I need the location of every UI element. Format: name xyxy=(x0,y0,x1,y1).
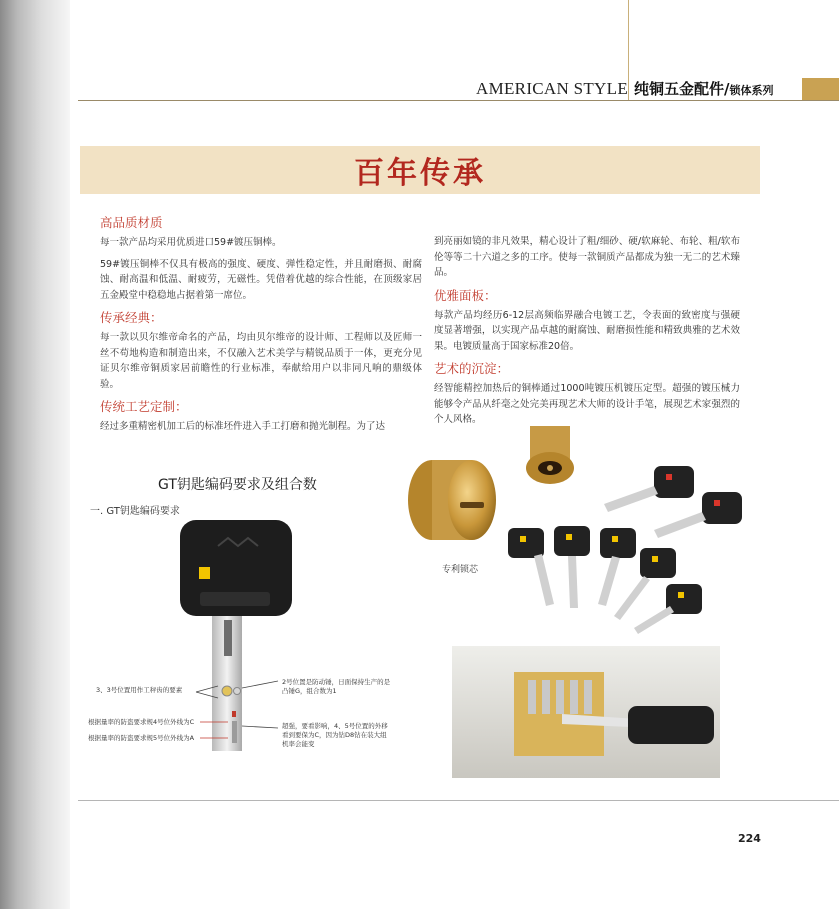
key-photo-2 xyxy=(654,492,742,538)
section-heading-classic: 传承经典： xyxy=(100,310,163,325)
gt-diagram-subtitle: 一. GT钥匙编码要求 xyxy=(90,506,180,517)
header-series-sub: 锁体系列 xyxy=(729,84,774,97)
lock-cylinder-photo xyxy=(400,420,510,560)
footer-rule xyxy=(78,800,839,801)
callout-line xyxy=(242,681,278,688)
header-gold-block xyxy=(802,78,839,100)
gt-diagram-title: GT钥匙编码要求及组合数 xyxy=(158,477,317,493)
right-text-column xyxy=(434,234,740,434)
key-yellow-marker xyxy=(199,567,210,579)
page-title: 百年传承 xyxy=(354,156,486,191)
key-groove xyxy=(232,721,237,743)
key-note-right-2: 超强，要看影响，4、5号位置的外移看到要保为C，因为钻D8钻在装大组机率会能变 xyxy=(282,722,388,748)
paragraph: 每一款产品均采用优质进口59#镀压铜棒。 xyxy=(100,237,282,248)
pin xyxy=(584,680,592,714)
section-heading-craft: 传统工艺定制： xyxy=(100,399,188,414)
key-pin-3 xyxy=(234,688,241,695)
key-note-left-3: 根据量率的防盗要求规5号位外线为A xyxy=(88,734,195,742)
book-spine-shadow xyxy=(0,0,70,909)
header-slash: / xyxy=(724,80,730,98)
key-note-left-1: 3、3号位置用作工秤齿的要素 xyxy=(96,686,183,694)
pin xyxy=(556,680,564,714)
key-photo-3 xyxy=(508,528,554,606)
inserted-key-head xyxy=(628,706,714,744)
pin xyxy=(542,680,550,714)
paragraph: 经过多重精密机加工后的标准坯件进入手工打磨和抛光制程。为了达 xyxy=(100,421,386,432)
section-heading-art: 艺术的沉淀： xyxy=(434,361,510,376)
key-photo-4 xyxy=(554,526,590,608)
key-note-right-1: 2号位置是防动锤，日面保持生产的是凸锤G，组合数为1 xyxy=(282,678,391,695)
section-heading-panel: 优雅面板： xyxy=(434,287,497,303)
page-number: 224 xyxy=(738,832,761,845)
key-head-grip xyxy=(200,592,270,606)
keyway xyxy=(460,502,484,508)
paragraph: 经智能精控加热后的铜棒通过1000吨镀压机镀压定型。超强的镀压械力能够令产品从纤毫之处完美再现艺术大师的设计手笔，展现艺术家强烈的个人风格。 xyxy=(434,383,740,425)
paragraph: 每款产品均经历6-12层高频临界融合电镀工艺，令表面的致密度与强硬度显著增强，以实现产品卓越的耐腐蚀、耐磨损性能和精致典雅的艺术效果。电镀质量高于国家标准20倍。 xyxy=(434,309,740,352)
keys-photo xyxy=(504,456,754,636)
pin xyxy=(570,680,578,714)
key-red-marker xyxy=(232,711,236,717)
page-header xyxy=(476,78,774,100)
callout-line xyxy=(242,726,278,728)
paragraph: 59#镀压铜棒不仅具有极高的强度、硬度、弹性稳定性，并且耐磨损、耐腐蚀、耐高温和低温、耐疲劳，无磁性。凭借着优越的综合性能，在顶级家居五金殿堂中稳稳地占据着第一席位。 xyxy=(100,258,422,301)
title-banner xyxy=(80,146,760,194)
photo-caption: 专利锁芯 xyxy=(442,565,479,575)
pin xyxy=(528,680,536,714)
section-heading-material: 高品质材质 xyxy=(100,215,163,230)
key-photo-1 xyxy=(604,466,694,512)
cylinder-face xyxy=(448,460,496,540)
left-text-column xyxy=(100,214,422,441)
header-series-en: AMERICAN STYLE xyxy=(476,79,629,98)
paragraph: 每一款以贝尔维帝命名的产品，均由贝尔维帝的设计师、工程师以及匠师一丝不苟地构造和制造出来，不仅融入艺术美学与精锐品质于一体，更充分见证贝尔维帝铜质家居前瞻性的行业标准，奉献给用户以非同凡响的鼎级体验。 xyxy=(100,332,422,390)
key-pin-2 xyxy=(222,686,232,696)
key-blade-label-bg xyxy=(224,620,232,656)
key-photo-7 xyxy=(634,584,702,634)
paragraph: 到亮丽如镜的非凡效果，精心设计了粗/细砂、硬/软麻轮、布轮、粗/软布伦等等二十六道之多的工序。使每一款铜质产品都成为独一无二的艺术臻品。 xyxy=(434,236,740,278)
cutaway-lock-photo xyxy=(452,646,720,778)
header-rule xyxy=(78,100,839,101)
header-series-cn: 纯铜五金配件 xyxy=(634,80,725,98)
key-note-left-2: 根据量率的防盗要求规4号位外线为C xyxy=(88,718,195,726)
